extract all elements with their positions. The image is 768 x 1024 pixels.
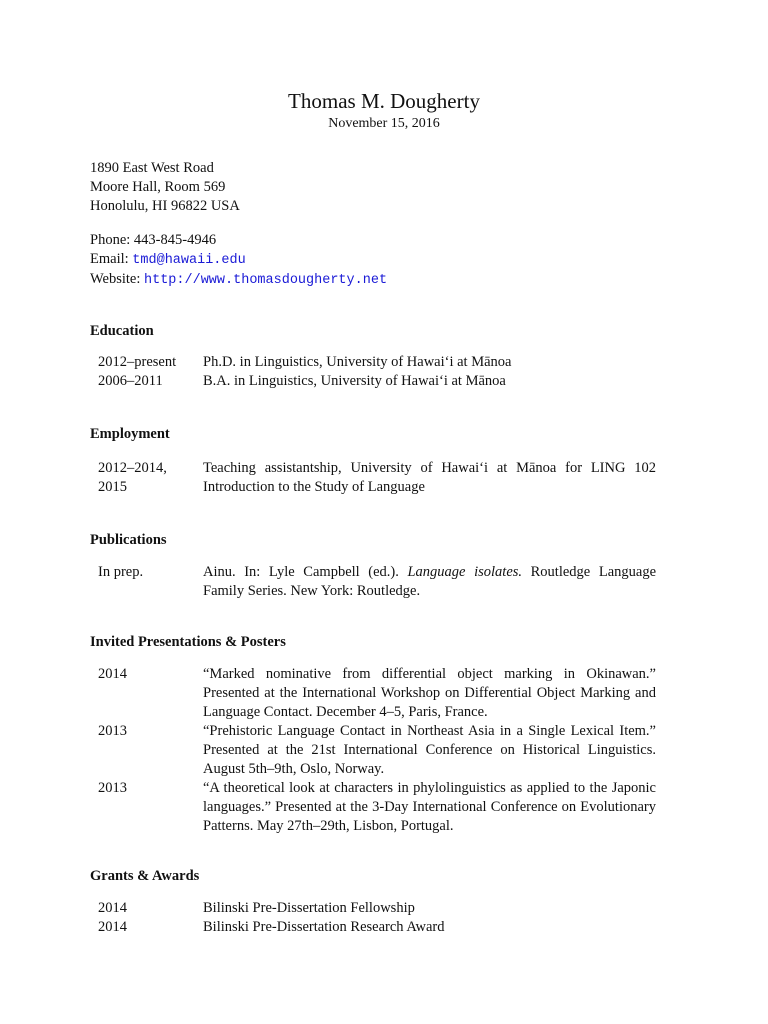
entry-text: B.A. in Linguistics, University of Hawai‘i at Mānoa [203, 373, 506, 389]
contact-block [90, 231, 387, 290]
address-line: Honolulu, HI 96822 USA [90, 198, 240, 214]
website-line [90, 270, 387, 290]
entry-date: 2013 [98, 780, 127, 796]
list-item [98, 918, 656, 937]
entry-text [203, 563, 656, 601]
website-label: Website: [90, 271, 141, 287]
list-item [98, 779, 656, 836]
list-item [98, 372, 656, 391]
entry-date: In prep. [98, 564, 144, 580]
presentations-title: Invited Presentations & Posters [90, 634, 286, 650]
employment-list [98, 459, 656, 497]
entry-text: “A theoretical look at characters in phylolinguistics as applied to the Japonic languages.” Presented at the 3-Day International Conference on Evolutionary Patterns. May 27th–29th, Lisbon, Portugal. [203, 780, 656, 834]
presentations-list [98, 665, 656, 836]
address-line: Moore Hall, Room 569 [90, 179, 226, 195]
publications-title: Publications [90, 532, 167, 548]
email-label: Email: [90, 251, 129, 267]
entry-date: 2013 [98, 723, 127, 739]
entry-text: “Marked nominative from differential object marking in Okinawan.” Presented at the International Workshop on Differential Object Marking and Language Contact. December 4–5, Paris, France. [203, 666, 656, 720]
list-item [98, 665, 656, 722]
address-block [90, 159, 240, 216]
entry-date-line: 2015 [98, 479, 127, 495]
entry-date: 2014 [98, 919, 127, 935]
entry-date: 2014 [98, 666, 127, 682]
entry-text: Teaching assistantship, University of Hawai‘i at Mānoa for LING 102 Introduction to the Study of Language [203, 460, 656, 495]
entry-date: 2012–present [98, 354, 177, 370]
address-line: 1890 East West Road [90, 160, 214, 176]
entry-date: 2006–2011 [98, 373, 163, 389]
person-name: Thomas M. Dougherty [288, 89, 480, 113]
publication-title: Language isolates. [407, 564, 523, 580]
cv-header [0, 88, 768, 133]
employment-title: Employment [90, 426, 170, 442]
education-list [98, 353, 656, 391]
document-date: November 15, 2016 [328, 116, 440, 131]
grants-title: Grants & Awards [90, 868, 200, 884]
entry-text: Bilinski Pre-Dissertation Research Award [203, 919, 445, 935]
entry-date [98, 459, 203, 497]
email-line [90, 250, 387, 270]
list-item [98, 563, 656, 601]
publication-text: Ainu. In: Lyle Campbell (ed.). [203, 564, 408, 580]
entry-date: 2014 [98, 900, 127, 916]
entry-text: Bilinski Pre-Dissertation Fellowship [203, 900, 415, 916]
list-item [98, 353, 656, 372]
grants-list [98, 899, 656, 937]
list-item [98, 899, 656, 918]
website-link[interactable]: http://www.thomasdougherty.net [144, 273, 388, 288]
phone-label: Phone: [90, 232, 131, 248]
list-item [98, 722, 656, 779]
entry-text: “Prehistoric Language Contact in Northeast Asia in a Single Lexical Item.” Presented at the 21st International Conference on Historical Linguistics. August 5th–9th, Oslo, Norway. [203, 723, 656, 777]
publication-text: Routledge Language Family Series. New York: Routledge. [203, 564, 656, 599]
list-item [98, 459, 656, 497]
entry-date-line: 2012–2014, [98, 460, 167, 476]
email-link[interactable]: tmd@hawaii.edu [132, 253, 246, 268]
publications-list [98, 563, 656, 601]
phone-number: 443-845-4946 [133, 232, 217, 248]
entry-text: Ph.D. in Linguistics, University of Hawai‘i at Mānoa [203, 354, 512, 370]
phone-line [90, 231, 387, 250]
education-title: Education [90, 323, 154, 339]
